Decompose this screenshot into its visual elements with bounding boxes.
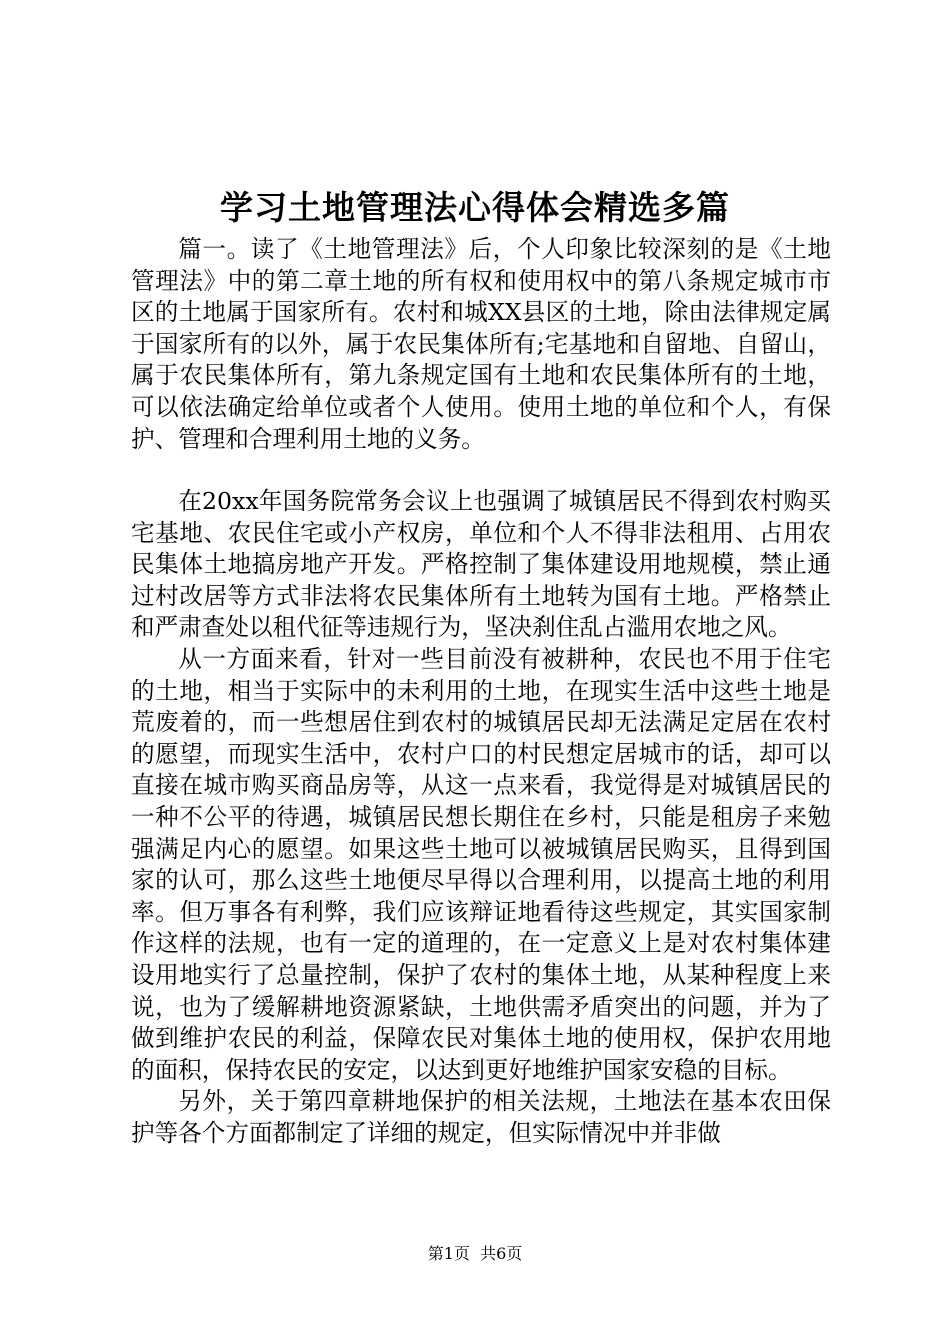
- paragraph: 在20xx年国务院常务会议上也强调了城镇居民不得到农村购买宅基地、农民住宅或小产权房，单位和个人不得非法租用、占用农民集体土地搞房地产开发。严格控制了集体建设用地规模，禁止通过村改居等方式非法将农民集体所有土地转为国有土地。严格禁止和严肃查处以租代征等违规行为，坚决刹住乱占滥用农地之风。: [131, 487, 831, 642]
- paragraph: 篇一。读了《土地管理法》后，个人印象比较深刻的是《土地管理法》中的第二章土地的所有权和使用权中的第八条规定城市市区的土地属于国家所有。农村和城XX县区的土地，除由法律规定属于国家所有的以外，属于农民集体所有;宅基地和自留地、自留山，属于农民集体所有，第九条规定国有土地和农民集体所有的土地，可以依法确定给单位或者个人使用。使用土地的单位和个人，有保护、管理和合理利用土地的义务。: [131, 235, 831, 453]
- paragraph: 另外，关于第四章耕地保护的相关法规，土地法在基本农田保护等各个方面都制定了详细的规定，但实际情况中并非做: [131, 1087, 831, 1147]
- document-title: 学习土地管理法心得体会精选多篇: [220, 188, 730, 227]
- page-total: 共6页: [480, 1244, 523, 1263]
- paragraph: 从一方面来看，针对一些目前没有被耕种，农民也不用于住宅的土地，相当于实际中的未利用的土地，在现实生活中这些土地是荒废着的，而一些想居住到农村的城镇居民却无法满足定居在农村的愿望，而现实生活中，农村户口的村民想定居城市的话，却可以直接在城市购买商品房等，从这一点来看，我觉得是对城镇居民的一种不公平的待遇，城镇居民想长期住在乡村，只能是租房子来勉强满足内心的愿望。如果这些土地可以被城镇居民购买，且得到国家的认可，那么这些土地便尽早得以合理利用，以提高土地的利用率。但万事各有利弊，我们应该辩证地看待这些规定，其实国家制作这样的法规，也有一定的道理的，在一定意义上是对农村集体建设用地实行了总量控制，保护了农村的集体土地，从某种程度上来说，也为了缓解耕地资源紧缺，土地供需矛盾突出的问题，并为了做到维护农民的利益，保障农民对集体土地的使用权，保护农用地的面积，保持农民的安定，以达到更好地维护国家安稳的目标。: [131, 644, 831, 1084]
- page-footer: [0, 1243, 950, 1265]
- body-block-2: [131, 486, 831, 1149]
- body-block-1: [131, 234, 831, 455]
- page-number: 第1页: [427, 1244, 470, 1263]
- footer-separator: [470, 1244, 480, 1263]
